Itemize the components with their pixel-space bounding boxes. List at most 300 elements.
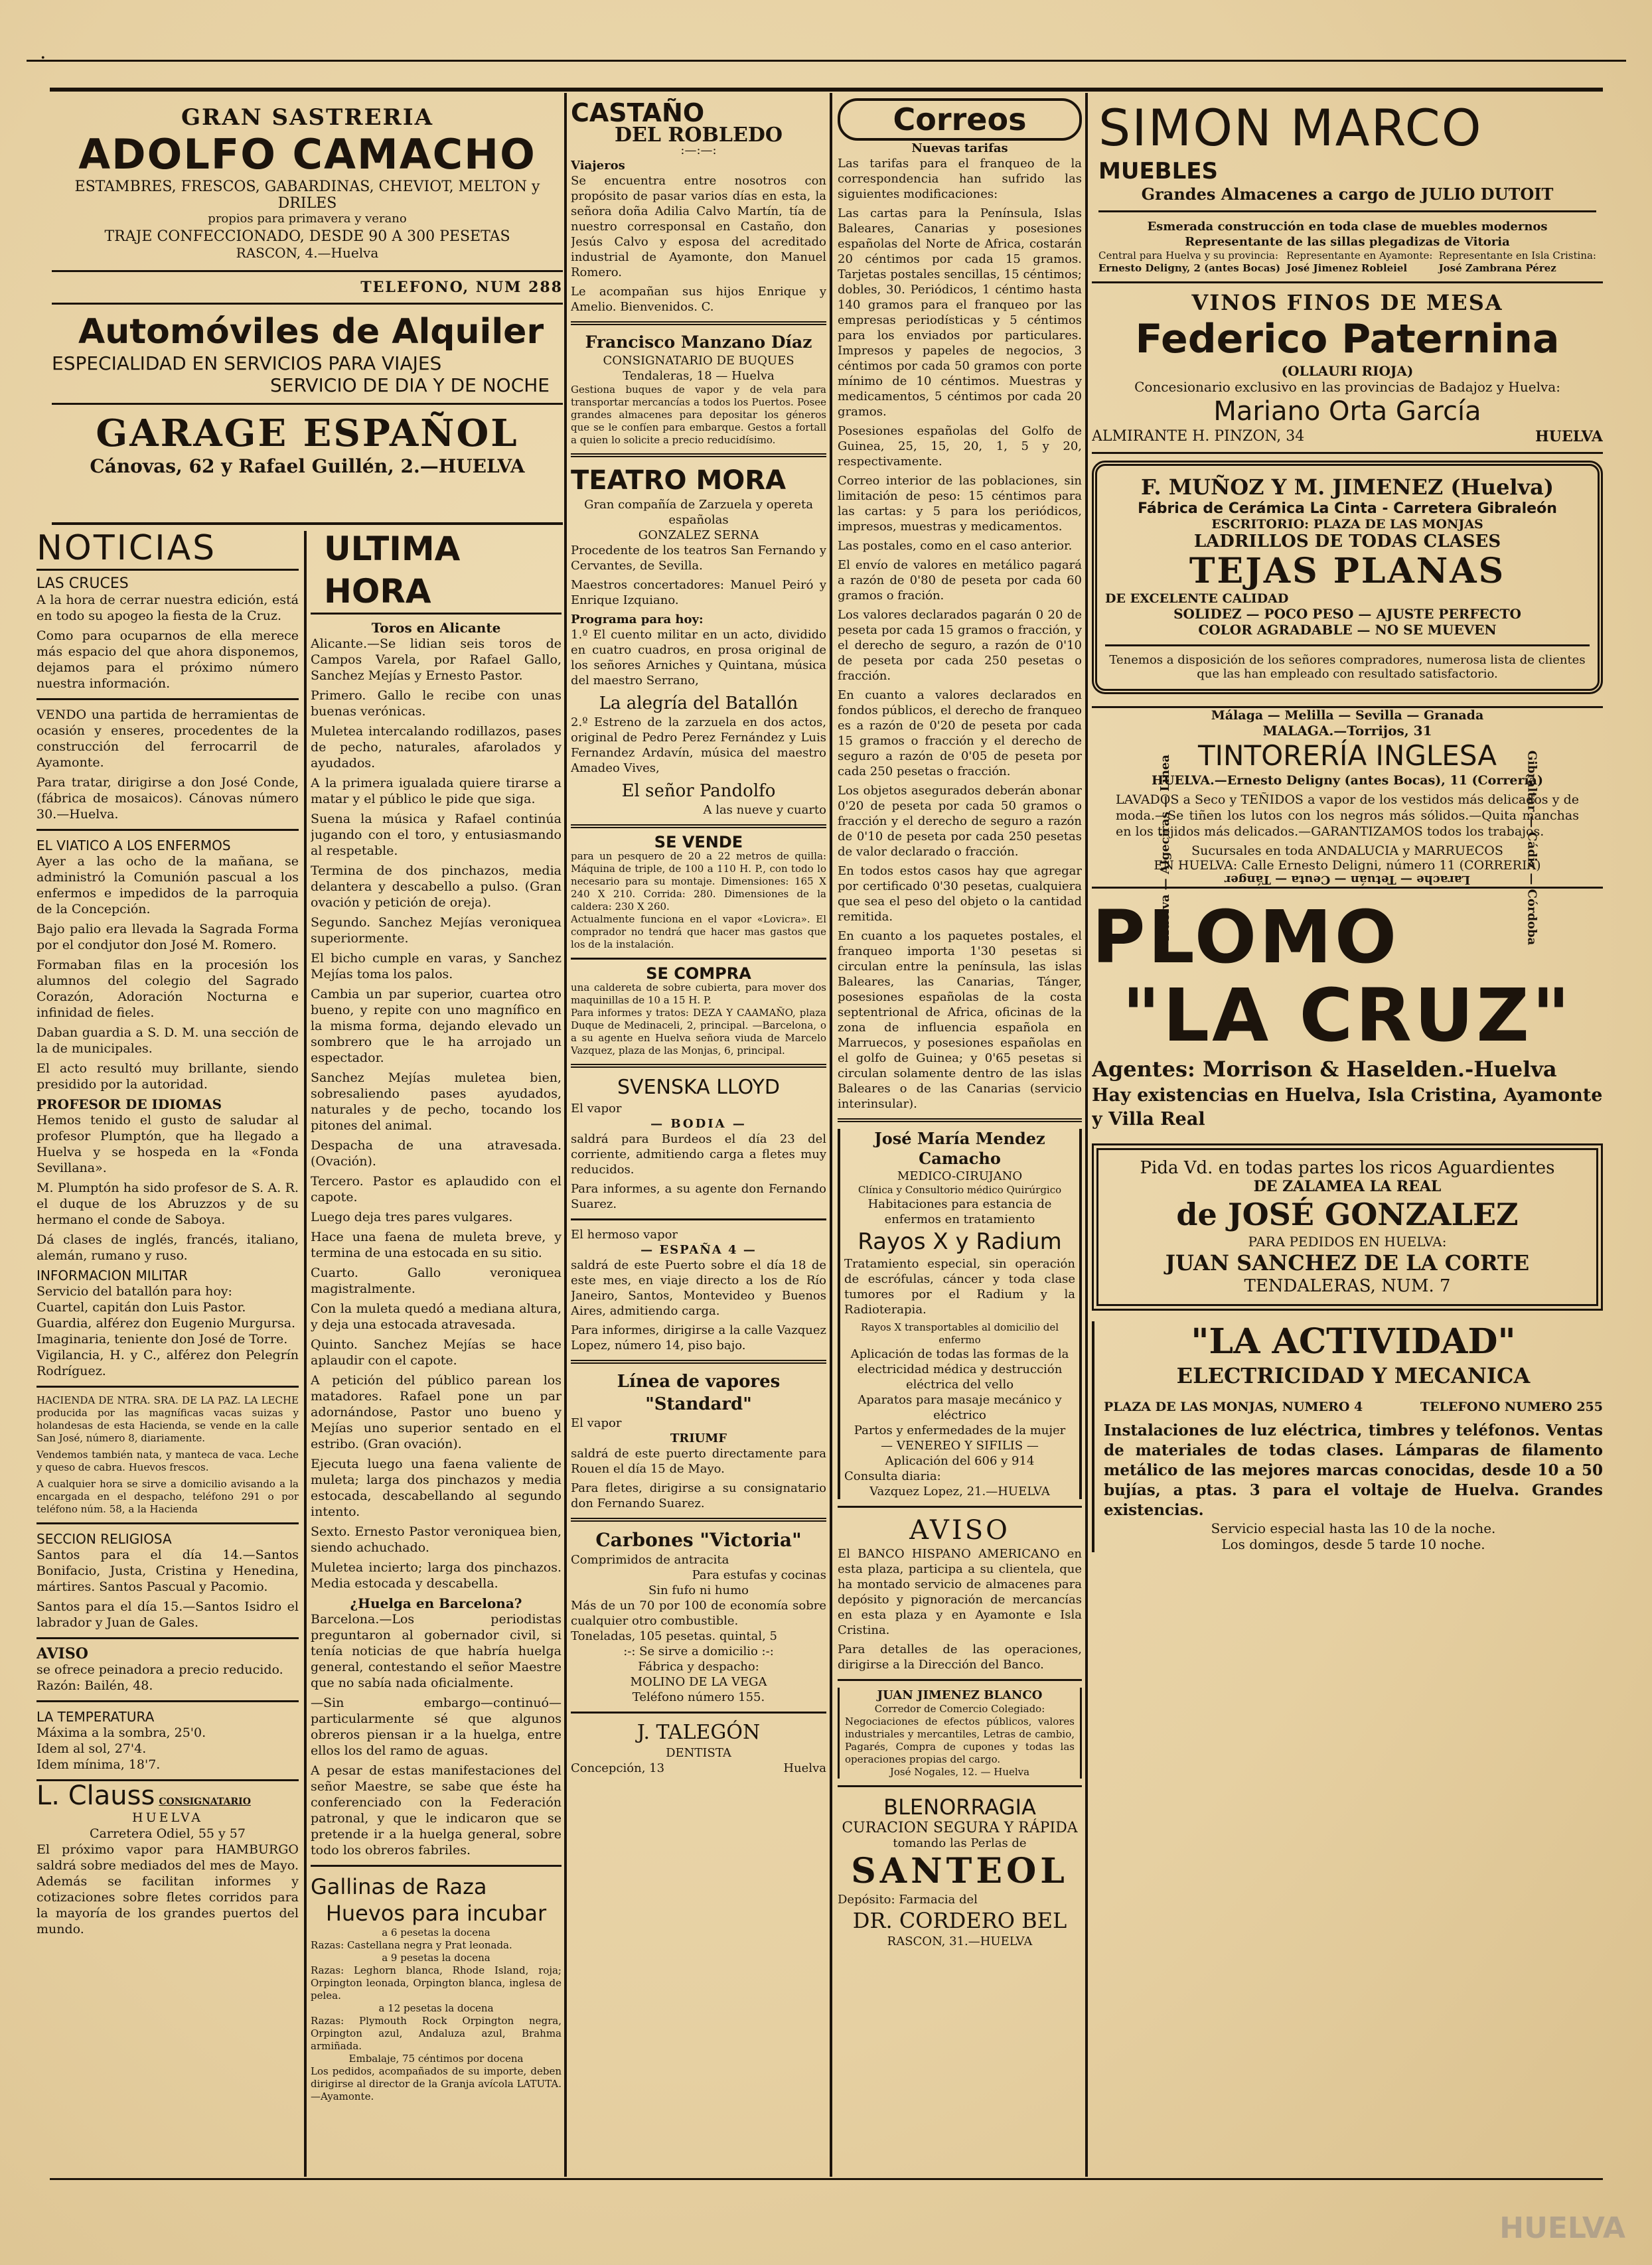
rayos-text: Vazquez Lopez, 21.—HUELVA bbox=[869, 1485, 1050, 1498]
correos-text: Los valores declarados pagarán 0 20 de peseta por cada 15 gramos o fracción, y el derecho de seguro, a razón de 0'10 de peseta por cada 250 pesetas o fracción. bbox=[838, 608, 1082, 683]
simon-agent-role: Central para Huelva y su provincia: bbox=[1098, 250, 1279, 261]
plomo-brand: "LA CRUZ" bbox=[1122, 973, 1573, 1058]
mora-text: Gran compañía de Zarzuela y opereta españolas bbox=[584, 498, 813, 527]
divider bbox=[37, 1700, 299, 1702]
mendez-text: Clínica y Consultorio médico Quirúrgico bbox=[858, 1184, 1062, 1196]
blen-text: DR. CORDERO BEL bbox=[852, 1908, 1067, 1933]
simon-marco-ad bbox=[1092, 98, 1603, 275]
divider bbox=[571, 1218, 826, 1220]
divider bbox=[571, 1712, 826, 1714]
talegon-addr: Concepción, 13 bbox=[571, 1761, 665, 1775]
gallinas-heading: Gallinas de Raza bbox=[311, 1874, 487, 1899]
zal-text: PARA PEDIDOS EN HUELVA: bbox=[1248, 1234, 1447, 1250]
clauss-tag: CONSIGNATARIO bbox=[159, 1796, 251, 1807]
viatico-text: Daban guardia a S. D. M. una sección de la de municipales. bbox=[37, 1025, 299, 1056]
blen-text: RASCON, 31.—HUELVA bbox=[887, 1935, 1033, 1948]
hacienda-text: A cualquier hora se sirve a domicilio avisando a la encargada en el despacho, teléfono 291 o por teléfono núm. 58, a la Hacienda bbox=[37, 1478, 299, 1515]
blanco-ad bbox=[838, 1688, 1082, 1779]
carbones-text: MOLINO DE LA VEGA bbox=[630, 1675, 767, 1689]
compra-text: Para informes y tratos: DEZA Y CAAMAÑO, plaza Duque de Medinaceli, 2, principal. —Barcelona, o a su agente en Huelva señora viuda de Marcelo Vazquez, plaza de las Monjas, 6, principal. bbox=[571, 1007, 826, 1057]
act-phone: TELEFONO NUMERO 255 bbox=[1420, 1400, 1603, 1414]
mora-heading: TEATRO MORA bbox=[571, 465, 787, 496]
noticias-column bbox=[37, 528, 299, 2173]
divider bbox=[52, 303, 563, 305]
toros-text: Ejecuta luego una faena valiente de muleta; larga dos pinchazos y media estocada, descabellando al segundo intento. bbox=[311, 1457, 562, 1519]
vende-text: Actualmente funciona en el vapor «Lovicra». El comprador no tendrá que hacer mas gastos que los de la instalación. bbox=[571, 913, 826, 950]
manzano-text: Gestiona buques de vapor y de vela para transportar mercancías a todos los Puertos. Posee grandes almacenes para depositar los géneros que se le confíen para embarque. Gestos a fortall a quien lo solicite a precio reducidísimo. bbox=[571, 384, 826, 446]
act-text: Instalaciones de luz eléctrica, timbres y teléfonos. Ventas de materiales de todas clases. Lámparas de filamento metálico de las mejores marcas conocidas, desde 10 a 50 bujías, a ptas. 3 para el voltaje de Huelva. Grandes existencias. bbox=[1104, 1422, 1603, 1519]
aviso-text: Para detalles de las operaciones, dirigirse a la Dirección del Banco. bbox=[838, 1643, 1082, 1672]
aviso-heading: AVISO bbox=[37, 1645, 88, 1662]
profesor-text: M. Plumptón ha sido profesor de S. A. R. el duque de los Abruzzos y de su hermano el conde de Saboya. bbox=[37, 1181, 299, 1227]
correos-text: En todos estos casos hay que agregar por certificado 0'30 pesetas, cualquiera que sea el peso del objeto o la cantidad remitida. bbox=[838, 864, 1082, 924]
column-3 bbox=[571, 98, 826, 2175]
gallinas-price: a 9 pesetas la docena bbox=[382, 1952, 490, 1964]
column-rule bbox=[564, 93, 567, 2177]
top-rule bbox=[27, 60, 1626, 62]
gallinas-text bbox=[311, 1927, 562, 2103]
mora-text: Maestros concertadores: Manuel Peiró y Enrique Izquiano. bbox=[571, 578, 826, 607]
temp-text: Máxima a la sombra, 25'0. bbox=[37, 1725, 206, 1740]
tint-text: HUELVA.—Ernesto Deligny (antes Bocas), 11 (Correría) bbox=[1152, 773, 1543, 788]
aviso-text: Razón: Bailén, 48. bbox=[37, 1678, 153, 1693]
carbones-text: Para estufas y cocinas bbox=[692, 1568, 826, 1582]
telefono: TELEFONO, NUM 288 bbox=[360, 279, 563, 296]
simon-agent-name: José Zambrana Pérez bbox=[1438, 262, 1556, 274]
munoz-text: DE EXCELENTE CALIDAD bbox=[1105, 591, 1289, 606]
orta-address-row bbox=[1092, 428, 1603, 445]
divider bbox=[571, 1360, 826, 1364]
toros-text: Suena la música y Rafael continúa jugando con el toro, y entusiasmando al respetable. bbox=[311, 812, 562, 858]
simon-agent-name: Ernesto Deligny, 2 (antes Bocas) bbox=[1098, 262, 1281, 274]
blanco-text: José Nogales, 12. — Huelva bbox=[889, 1766, 1030, 1778]
sastreria-line4: RASCON, 4.—Huelva bbox=[236, 245, 379, 261]
blanco-text: Negociaciones de efectos públicos, valores industriales y mercantiles, Letras de cambio, Pagarés, Compra de cupones y todas las operaciones propias del cargo. bbox=[845, 1716, 1075, 1765]
mora-text: 2.º Estreno de la zarzuela en dos actos, original de Pedro Perez Fernández y Luis Fernandez Ardavín, música del maestro Amadeo Vives, bbox=[571, 715, 826, 775]
divider bbox=[311, 1865, 562, 1867]
toros-text: Muletea intercalando rodillazos, pases de pecho, naturales, afarolados y ayudados. bbox=[311, 724, 562, 770]
garage-title: GARAGE ESPAÑOL bbox=[96, 411, 519, 455]
act-text: Servicio especial hasta las 10 de la noche. bbox=[1211, 1520, 1496, 1536]
toros-text: El bicho cumple en varas, y Sanchez Mejías toma los palos. bbox=[311, 951, 562, 982]
svenska-ship: — BODIA — bbox=[650, 1117, 747, 1131]
header-mark: · bbox=[40, 46, 46, 70]
mora-program: Programa para hoy: bbox=[571, 613, 704, 626]
mendez-sub: MEDICO-CIRUJANO bbox=[897, 1169, 1023, 1183]
blanco-text: Corredor de Comercio Colegiado: bbox=[874, 1703, 1045, 1715]
rayos-text: Aplicación de todas las formas de la electricidad médica y destrucción eléctrica del vello bbox=[850, 1347, 1069, 1392]
standard-text: saldrá de este puerto directamente para Rouen el día 15 de Mayo. bbox=[571, 1447, 826, 1476]
castano-heading: CASTAÑO bbox=[571, 98, 705, 127]
aviso-heading: AVISO bbox=[909, 1515, 1010, 1546]
simon-title-row bbox=[1098, 98, 1596, 184]
cruces-text: Como para ocuparnos de ella merece más espacio del que ahora disponemos, dejamos para el próximo número nuestra información. bbox=[37, 628, 299, 691]
mora-time: A las nueve y cuarto bbox=[703, 803, 826, 817]
gallinas-breeds: Razas: Plymouth Rock Orpington negra, Orpington azul, Andaluza azul, Brahma armiñada. bbox=[311, 2015, 562, 2052]
hacienda-text: Vendemos también nata, y manteca de vaca. Leche y queso de cabra. Huevos frescos. bbox=[37, 1449, 299, 1473]
clauss-addr: Carretera Odiel, 55 y 57 bbox=[90, 1826, 246, 1841]
rayos-text: Aplicación del 606 y 914 bbox=[885, 1454, 1035, 1468]
talegon-address bbox=[571, 1761, 826, 1776]
standard-heading: Línea de vapores "Standard" bbox=[617, 1372, 781, 1414]
correos-text: Las postales, como en el caso anterior. bbox=[838, 539, 1073, 553]
noticias-heading: NOTICIAS bbox=[37, 528, 299, 571]
gallinas-breeds: Razas: Leghorn blanca, Rhode Island, roja; Orpington leonada, Orpington blanca, inglesa de pelea. bbox=[311, 1964, 562, 2002]
toros-text: Tercero. Pastor es aplaudido con el capote. bbox=[311, 1174, 562, 1205]
zal-text: DE ZALAMEA LA REAL bbox=[1253, 1178, 1442, 1195]
zal-text: Pida Vd. en todas partes los ricos Aguardientes bbox=[1140, 1158, 1555, 1178]
temp-text: Idem mínima, 18'7. bbox=[37, 1757, 161, 1772]
standard-vapor: El vapor bbox=[571, 1416, 622, 1430]
column-5 bbox=[1092, 98, 1603, 2175]
rayos-heading: Rayos X y Radium bbox=[858, 1228, 1062, 1255]
carbones-text: Teléfono número 155. bbox=[632, 1690, 765, 1704]
toros-text: Sexto. Ernesto Pastor veroniquea bien, siendo achuchado. bbox=[311, 1524, 562, 1555]
viatico-heading: EL VIATICO A LOS ENFERMOS bbox=[37, 838, 231, 853]
manzano-heading: Francisco Manzano Díaz bbox=[585, 332, 812, 352]
rayos-text: — VENEREO Y SIFILIS — bbox=[881, 1439, 1039, 1453]
carbones-heading: Carbones "Victoria" bbox=[595, 1529, 802, 1551]
castano-ornament: :—:—: bbox=[680, 143, 717, 157]
divider bbox=[52, 403, 563, 405]
standard-text: Para fletes, dirigirse a su consignatario don Fernando Suarez. bbox=[571, 1481, 826, 1510]
viatico-text: Bajo palio era llevada la Sagrada Forma por el condjutor don José M. Romero. bbox=[37, 922, 299, 952]
divider bbox=[838, 1679, 1082, 1681]
toros-text: A petición del público parean los matadores. Rafael pone un par adornándose, Pastor uno bueno y Mejías uno superior sentado en el estribo. (Gran ovación). bbox=[311, 1373, 562, 1451]
religiosa-text: Santos para el día 14.—Santos Bonifacio, Justa, Cristina y Henedina, mártires. Santos Pascual y Pacomio. bbox=[37, 1548, 299, 1594]
manzano-ad bbox=[571, 332, 826, 447]
divider bbox=[571, 321, 826, 325]
column-rule bbox=[304, 531, 307, 2177]
aviso-text: se ofrece peinadora a precio reducido. bbox=[37, 1662, 283, 1677]
tint-text: Sucursales en toda ANDALUCIA y MARRUECOS bbox=[1191, 843, 1503, 858]
rayos-text: Consulta diaria: bbox=[844, 1469, 941, 1483]
divider bbox=[1092, 452, 1603, 454]
divider bbox=[571, 1518, 826, 1522]
divider bbox=[52, 522, 563, 525]
profesor-text: Dá clases de inglés, francés, italiano, alemán, rumano y ruso. bbox=[37, 1232, 299, 1263]
toros-text: Segundo. Sanchez Mejías veroniquea superiormente. bbox=[311, 915, 562, 946]
carbones-text: :-: Se sirve a domicilio :-: bbox=[623, 1644, 774, 1658]
correos-text: Las cartas para la Península, Islas Baleares, Canarias y posesiones españolas del Norte de Africa, costarán 20 céntimos por cada 15 gramos. Tarjetas postales sencillas, 15 céntimos; dobles, 30. Periódicos, 1 céntimo hasta 140 gramos para el franqueo por las empresas periodísticas y 5 céntimos para los enviados por particulares. Impresos y papeles de negocios, 3 céntimos por cada 50 gramos con porte mínimo de 10 céntimos. Muestras y medicamentos, 5 céntimos por cada 20 gramos. bbox=[838, 206, 1082, 419]
blen-heading: BLENORRAGIA bbox=[883, 1794, 1036, 1820]
munoz-text: Tenemos a disposición de los señores compradores, numerosa lista de clientes que las han empleado con resultado satisfactorio. bbox=[1109, 653, 1586, 681]
sastreria-ad bbox=[52, 104, 563, 261]
toros-text: Despacha de una atravesada. (Ovación). bbox=[311, 1138, 562, 1169]
paternina-sub: (OLLAURI RIOJA) bbox=[1281, 363, 1414, 379]
munoz-tejas: TEJAS PLANAS bbox=[1189, 551, 1506, 591]
espana-vapor: El hermoso vapor bbox=[571, 1228, 678, 1242]
viajeros-text: Le acompañan sus hijos Enrique y Amelio. Bienvenidos. C. bbox=[571, 285, 826, 314]
paternina-name: Federico Paternina bbox=[1135, 316, 1560, 362]
actividad-ad bbox=[1092, 1321, 1603, 1552]
viatico-text: Formaban filas en la procesión los alumnos del colegio del Sagrado Corazón, Adoración Nocturna e infinidad de fieles. bbox=[37, 958, 299, 1020]
tint-text: EN HUELVA: Calle Ernesto Deligni, número 11 (CORRERIA) bbox=[1154, 858, 1541, 873]
temp-text: Idem al sol, 27'4. bbox=[37, 1741, 147, 1756]
plomo-text: Agentes: Morrison & Haselden.-Huelva bbox=[1092, 1057, 1557, 1082]
carbones-text: Fábrica y despacho: bbox=[638, 1660, 759, 1674]
toros-text: Luego deja tres pares vulgares. bbox=[311, 1210, 513, 1224]
simon-agent bbox=[1286, 250, 1432, 275]
autos-line2: SERVICIO DE DIA Y DE NOCHE bbox=[269, 374, 550, 396]
blen-text: tomando las Perlas de bbox=[893, 1836, 1027, 1850]
tint-text: LAVADOS a Seco y TEÑIDOS a vapor de los vestidos más delicados y de moda.—Se tiñen los lutos con los negros más sólidos.—Quita manchas en los tejidos más delicados.—GARANTIZAMOS todos los trabajos. bbox=[1116, 792, 1579, 839]
mendez-ad bbox=[838, 1129, 1082, 1499]
sastreria-line1: ESTAMBRES, FRESCOS, GABARDINAS, CHEVIOT, MELTON y DRILES bbox=[74, 179, 540, 212]
gallinas-price: a 6 pesetas la docena bbox=[382, 1927, 490, 1938]
hacienda-text: HACIENDA DE NTRA. SRA. DE LA PAZ. LA LECHE producida por las magníficas vacas suizas y holandesas de esta Hacienda, se vende en la calle San José, número 8, diariamente. bbox=[37, 1394, 299, 1444]
huelga-heading: ¿Huelga en Barcelona? bbox=[350, 1595, 522, 1611]
autos-line1: ESPECIALIDAD EN SERVICIOS PARA VIAJES bbox=[52, 352, 442, 374]
talegon-sub: DENTISTA bbox=[666, 1746, 731, 1760]
mora-company: GONZALEZ SERNA bbox=[638, 528, 759, 542]
garage-ad bbox=[52, 411, 563, 477]
carbones-text: Comprimidos de antracita bbox=[571, 1553, 729, 1567]
divider bbox=[1092, 281, 1603, 283]
simon-text: Esmerada construcción en toda clase de muebles modernos bbox=[1147, 220, 1548, 234]
act-contact-row bbox=[1104, 1400, 1603, 1414]
toros-text: Sanchez Mejías muletea bien, sobresaliendo pases ayudados, naturales y de pecho, tocando los pitones del animal. bbox=[311, 1070, 562, 1133]
zalamea-ad bbox=[1092, 1143, 1603, 1311]
tint-right: Gibraltar — Cádiz — Córdoba bbox=[1525, 750, 1539, 946]
mora-text: 1.º El cuento militar en un acto, dividido en cuatro cuadros, en prosa original de los señores Arniches y Quintana, música del maestro Serrano, bbox=[571, 628, 826, 688]
cruces-heading: LAS CRUCES bbox=[37, 575, 129, 592]
zal-name: de JOSÉ GONZALEZ bbox=[1176, 1197, 1519, 1232]
gallinas-order: Los pedidos, acompañados de su importe, deben dirigirse al director de la Granja avícola LATUTA.—Ayamonte. bbox=[311, 2065, 562, 2102]
vendo-text: VENDO una partida de herramientas de ocasión y enseres, procedentes de la construcción del ferrocarril de Ayamonte. bbox=[37, 707, 299, 770]
act-text: Los domingos, desde 5 tarde 10 noche. bbox=[1221, 1536, 1485, 1552]
ultima-hora-column bbox=[311, 528, 562, 2173]
correos-text: El envío de valores en metálico pagará a razón de 0'80 de peseta por cada 60 gramos o fración. bbox=[838, 558, 1082, 603]
militar-text: Vigilancia, H. y C., alférez don Pelegrín Rodríguez. bbox=[37, 1348, 299, 1378]
talegon-city: Huelva bbox=[783, 1761, 826, 1775]
mendez-heading: José María Mendez Camacho bbox=[874, 1129, 1045, 1168]
rayos-text: Partos y enfermedades de la mujer bbox=[854, 1424, 1066, 1437]
col1-ads bbox=[52, 96, 563, 531]
toros-text: Muletea incierto; larga dos pinchazos. Media estocada y descabella. bbox=[311, 1560, 562, 1591]
divider bbox=[571, 824, 826, 828]
top-rule-thick bbox=[50, 88, 1603, 92]
manzano-sub: CONSIGNATARIO DE BUQUES bbox=[603, 354, 794, 368]
vende-text: para un pesquero de 20 a 22 metros de quilla: Máquina de triple, de 100 a 110 H. P., con todo lo necesario para su montaje. Dimensiones: 165 X 240 X 210. Corrida: 280. Dimensiones de la caldera: 230 X 260. bbox=[571, 850, 826, 913]
divider bbox=[571, 958, 826, 960]
rayos-text: Tratamiento especial, sin operación de escrófulas, cáncer y toda clase tumores por el Radium y la Radioterapia. bbox=[844, 1257, 1075, 1317]
simon-text: Representante de las sillas plegadizas de Vitoria bbox=[1185, 235, 1510, 249]
toros-heading: Toros en Alicante bbox=[371, 620, 501, 636]
simon-agent-role: Representante en Isla Cristina: bbox=[1438, 250, 1596, 261]
mendez-text: Habitaciones para estancia de enfermos en tratamiento bbox=[867, 1197, 1052, 1226]
munoz-text: ESCRITORIO: PLAZA DE LAS MONJAS bbox=[1211, 517, 1483, 532]
profesor-text: Hemos tenido el gusto de saludar al profesor Plumptón, que ha llegado a Huelva y se hospeda en la «Fonda Sevillana». bbox=[37, 1113, 299, 1175]
sastreria-name: ADOLFO CAMACHO bbox=[78, 130, 536, 179]
tint-address: MALAGA.—Torrijos, 31 bbox=[1262, 723, 1432, 739]
correos-text: Correo interior de las poblaciones, sin limitación de peso: 15 céntimos para las cartas: y 5 para los periódicos, impresos, muestras y medicamentos. bbox=[838, 474, 1082, 534]
correos-text: Las tarifas para el franqueo de la correspondencia han sufrido las siguientes modificaciones: bbox=[838, 157, 1082, 201]
talegon-heading: J. TALEGÓN bbox=[637, 1721, 761, 1744]
compra-heading: SE COMPRA bbox=[646, 964, 751, 983]
manzano-addr: Tendaleras, 18 — Huelva bbox=[623, 369, 775, 383]
plomo-text: Hay existencias en Huelva, Isla Cristina, Ayamonte y Villa Real bbox=[1092, 1085, 1603, 1130]
munoz-text: SOLIDEZ — POCO PESO — AJUSTE PERFECTO bbox=[1173, 606, 1521, 622]
espana-text: Para informes, dirigirse a la calle Vazquez Lopez, número 14, piso bajo. bbox=[571, 1323, 826, 1352]
clauss-text: El próximo vapor para HAMBURGO saldrá sobre mediados del mes de Mayo. Además se facilitan informes y cotizaciones sobre fletes corridos para la mayoría de los grandes puertos del mundo. bbox=[37, 1842, 299, 1936]
mora-title: El señor Pandolfo bbox=[621, 781, 776, 801]
correos-text: Los objetos asegurados deberán abonar 0'20 de peseta por cada 50 gramos o fracción y el derecho de seguro a razón de 0'10 de peseta por cada 250 pesetas de valor declarado o fracción. bbox=[838, 784, 1082, 859]
huelga-text: —Sin embargo—continuó—particularmente sé que algunos obreros piensan ir a la huelga, entre ellos los del ramo de aguas. bbox=[311, 1696, 562, 1758]
standard-ship: TRIUMF bbox=[670, 1431, 727, 1445]
toros-text: Hace una faena de muleta breve, y termina de una estocada en su sitio. bbox=[311, 1230, 562, 1260]
carbones-text: Sin fufo ni humo bbox=[648, 1583, 749, 1597]
gallinas-breeds: Razas: Castellana negra y Prat leonada. bbox=[311, 1939, 512, 1951]
munoz-heading: F. MUÑOZ Y M. JIMENEZ (Huelva) bbox=[1140, 475, 1554, 500]
simon-agent bbox=[1098, 250, 1280, 275]
toros-text: Cambia un par superior, cuartea otro bueno, y repite con uno magnífico en la misma forma, dejando elevado un sombrero que le ha arrojado un espectador. bbox=[311, 987, 562, 1065]
huelga-text: Barcelona.—Los periodistas preguntaron al gobernador civil, si tenía noticias de que habría huelga general, contestando el señor Maestre que no sabía nada oficialmente. bbox=[311, 1612, 562, 1690]
zal-address: TENDALERAS, NUM. 7 bbox=[1244, 1276, 1451, 1296]
divider bbox=[838, 1118, 1082, 1122]
gallinas-price: a 12 pesetas la docena bbox=[378, 2002, 494, 2014]
viatico-text: El acto resultó muy brillante, siendo presidido por la autoridad. bbox=[37, 1061, 299, 1092]
simon-agent-role: Representante en Ayamonte: bbox=[1286, 250, 1433, 261]
gallinas-pack: Embalaje, 75 céntimos por docena bbox=[348, 2053, 524, 2065]
rayos-text: Aparatos para masaje mecánico y eléctrico bbox=[858, 1393, 1062, 1422]
religiosa-text: Santos para el día 15.—Santos Isidro el labrador y Juan de Gales. bbox=[37, 1599, 299, 1630]
rayos-text: Rayos X transportables al domicilio del enfermo bbox=[860, 1321, 1059, 1346]
correos-text: En cuanto a valores declarados en fondos públicos, el derecho de franqueo es a razón de 0'20 de peseta por cada 15 gramos o fracción y el derecho de seguro a razón de 0'05 de peseta por cada 250 pesetas o fracción. bbox=[838, 688, 1082, 778]
toros-text: Con la muleta quedó a mediana altura, y deja una estocada atravesada. bbox=[311, 1301, 562, 1332]
correos-text: En cuanto a los paquetes postales, el franqueo importa 1'30 pesetas si circulan entre la península, las islas Baleares, las Canarias, Tánger, posesiones españolas de la costa septentrional de Africa, oficinas de la zona de influencia española en Marruecos, y posesiones españolas en el golfo de Guinea; y 0'65 pesetas si circulan solamente dentro de las islas Baleares o de las Canarias (servicio interinsular). bbox=[838, 929, 1082, 1111]
profesor-heading: PROFESOR DE IDIOMAS bbox=[37, 1096, 222, 1112]
act-heading: "LA ACTIVIDAD" bbox=[1191, 1321, 1516, 1362]
stamp-text: HUELVA bbox=[1499, 2211, 1625, 2245]
militar-text: Guardia, alférez don Eugenio Murgursa. bbox=[37, 1316, 296, 1331]
simon-agent-name: José Jimenez Robleiel bbox=[1286, 262, 1408, 274]
divider bbox=[52, 270, 563, 272]
espana-text: saldrá de este Puerto sobre el día 18 de este mes, en viaje directo a los de Río Janeiro, Santos, Montevideo y Buenos Aires, admitiendo carga. bbox=[571, 1258, 826, 1318]
divider bbox=[571, 453, 826, 457]
sastreria-pre: GRAN SASTRERIA bbox=[181, 104, 434, 131]
svenska-text: saldrá para Burdeos el día 23 del corriente, admitiendo carga a fletes muy reducidos. bbox=[571, 1132, 826, 1177]
autos-ad bbox=[52, 311, 563, 396]
ceramica-ad bbox=[1092, 461, 1603, 694]
bottom-rule bbox=[50, 2178, 1603, 2180]
autos-title: Automóviles de Alquiler bbox=[78, 312, 544, 352]
svenska-vapor: El vapor bbox=[571, 1102, 622, 1116]
toros-text: A la primera igualada quiere tirarse a matar y el público le pide que siga. bbox=[311, 776, 562, 806]
blenorragia-ad bbox=[838, 1794, 1082, 1949]
correos-text: Posesiones españolas del Golfo de Guinea, 25, 15, 20, 1, 5 y 20, respectivamente. bbox=[838, 424, 1082, 469]
aviso-text: El BANCO HISPANO AMERICANO en esta plaza, participa a su clientela, que ha montado servicio de almacenes para depósito y pignoración de mercancías en esta plaza y en Ayamonte e Isla Cristina. bbox=[838, 1547, 1082, 1637]
huelga-text: A pesar de estas manifestaciones del señor Maestre, se sabe que éste ha conferenciado con la Federación patronal, y que le indicaron que se pretende ir a la huelga general, sobre todo los obreros fabriles. bbox=[311, 1763, 562, 1858]
svenska-text: Para informes, a su agente don Fernando Suarez. bbox=[571, 1182, 826, 1211]
militar-heading: INFORMACION MILITAR bbox=[37, 1268, 188, 1283]
gallinas-ad bbox=[311, 1873, 562, 2103]
divider bbox=[37, 1637, 299, 1639]
divider bbox=[838, 1785, 1082, 1787]
sastreria-line2: propios para primavera y verano bbox=[208, 212, 407, 226]
toros-text: Primero. Gallo le recibe con unas buenas verónicas. bbox=[311, 688, 562, 719]
compra-text: una caldereta de sobre cubierta, para mover dos maquinillas de 10 a 15 H. P. bbox=[571, 982, 826, 1006]
viatico-text: Ayer a las ocho de la mañana, se administró la Comunión pascual a los enfermos e impedidos de la parroquia de la Concepción. bbox=[37, 854, 299, 916]
hacienda-ad bbox=[37, 1394, 299, 1516]
ultima-heading: ULTIMA HORA bbox=[311, 528, 562, 615]
carbones-text: Más de un 70 por 100 de economía sobre cualquier otro combustible. bbox=[571, 1599, 826, 1628]
paternina-text: Concesionario exclusivo en las provincias de Badajoz y Huelva: bbox=[1134, 379, 1560, 395]
divider bbox=[37, 1522, 299, 1524]
militar-text: Imaginaria, teniente don José de Torre. bbox=[37, 1332, 288, 1347]
gallinas-sub: Huevos para incubar bbox=[325, 1901, 547, 1926]
viajeros-heading: Viajeros bbox=[571, 159, 625, 173]
espana-ship: — ESPAÑA 4 — bbox=[640, 1243, 757, 1257]
act-address: PLAZA DE LAS MONJAS, NUMERO 4 bbox=[1104, 1400, 1363, 1414]
toros-text: Termina de dos pinchazos, media delantera y descabello a pulso. (Gran ovación y petición de oreja). bbox=[311, 863, 562, 910]
library-stamp bbox=[1433, 2192, 1639, 2258]
toros-text: Quinto. Sanchez Mejías se hace aplaudir con el capote. bbox=[311, 1337, 562, 1368]
simon-tag: MUEBLES bbox=[1098, 158, 1218, 184]
divider bbox=[37, 1386, 299, 1388]
column-rule bbox=[1085, 93, 1088, 2177]
militar-text: Servicio del batallón para hoy: bbox=[37, 1284, 232, 1299]
clauss-city: HUELVA bbox=[132, 1810, 203, 1825]
blen-text: Depósito: Farmacia del bbox=[838, 1893, 978, 1907]
carbones-text: Toneladas, 105 pesetas. quintal, 5 bbox=[571, 1629, 777, 1643]
munoz-text: COLOR AGRADABLE — NO SE MUEVEN bbox=[1198, 622, 1497, 638]
munoz-text: Fábrica de Cerámica La Cinta - Carretera Gibraleón bbox=[1138, 500, 1557, 517]
divider bbox=[37, 829, 299, 831]
svenska-heading: SVENSKA LLOYD bbox=[617, 1076, 780, 1099]
vende-heading: SE VENDE bbox=[654, 833, 743, 851]
orta-city: HUELVA bbox=[1535, 428, 1603, 445]
cruces-text: A la hora de cerrar nuestra edición, está en todo su apogeo la fiesta de la Cruz. bbox=[37, 593, 299, 623]
sastreria-line3: TRAJE CONFECCIONADO, DESDE 90 A 300 PESETAS bbox=[104, 228, 510, 245]
zal-name: JUAN SANCHEZ DE LA CORTE bbox=[1165, 1250, 1530, 1276]
divider bbox=[838, 1506, 1082, 1508]
religiosa-heading: SECCION RELIGIOSA bbox=[37, 1531, 172, 1547]
orta-address: ALMIRANTE H. PINZON, 34 bbox=[1092, 428, 1305, 445]
divider bbox=[1098, 210, 1596, 212]
paternina-ad bbox=[1092, 290, 1603, 445]
simon-agent bbox=[1439, 250, 1596, 275]
militar-text: Cuartel, capitán don Luis Pastor. bbox=[37, 1300, 246, 1315]
column-4 bbox=[838, 98, 1082, 2175]
toros-text: Cuarto. Gallo veroniquea magistralmente. bbox=[311, 1266, 562, 1296]
tint-heading: TINTORERÍA INGLESA bbox=[1197, 739, 1497, 772]
santeol-name: SANTEOL bbox=[851, 1851, 1069, 1891]
clauss-ad bbox=[37, 1781, 299, 1937]
castano-sub: DEL ROBLEDO bbox=[615, 123, 783, 147]
correos-heading: Correos bbox=[838, 98, 1082, 141]
vinos-heading: VINOS FINOS DE MESA bbox=[1191, 290, 1503, 315]
correos-sub: Nuevas tarifas bbox=[911, 141, 1008, 155]
simon-agents bbox=[1098, 250, 1596, 275]
divider bbox=[37, 698, 299, 700]
divider bbox=[571, 1064, 826, 1068]
vendo-text: Para tratar, dirigirse a don José Conde, (fábrica de mosaicos). Cánovas número 30.—Huelva. bbox=[37, 775, 299, 822]
blen-text: CURACION SEGURA Y RÁPIDA bbox=[842, 1820, 1078, 1836]
mora-text: Procedente de los teatros San Fernando y Cervantes, de Sevilla. bbox=[571, 544, 826, 573]
toros-text: Alicante.—Se lidian seis toros de Campos Varela, por Rafael Gallo, Sanchez Mejías y Ernesto Pastor. bbox=[311, 636, 562, 683]
mora-title: La alegría del Batallón bbox=[599, 694, 798, 713]
column-rule bbox=[830, 93, 832, 2177]
simon-name: SIMON MARCO bbox=[1098, 98, 1483, 157]
temp-heading: LA TEMPERATURA bbox=[37, 1709, 155, 1725]
clauss-name: L. Clauss bbox=[37, 1781, 155, 1811]
divider bbox=[1105, 644, 1590, 646]
munoz-text: LADRILLOS DE TODAS CLASES bbox=[1193, 532, 1501, 551]
garage-address: Cánovas, 62 y Rafael Guillén, 2.—HUELVA bbox=[90, 455, 525, 477]
viajeros-text: Se encuentra entre nosotros con propósito de pasar varios días en esta, la señora doña Adilia Calvo Martín, tía de nuestro corresponsal en Castaño, don Jesús Calvo y esposa del acreditado industrial de Ayamonte, don Manuel Romero. bbox=[571, 174, 826, 279]
tint-left: Huelva — Algeciras — Linea bbox=[1158, 754, 1173, 942]
